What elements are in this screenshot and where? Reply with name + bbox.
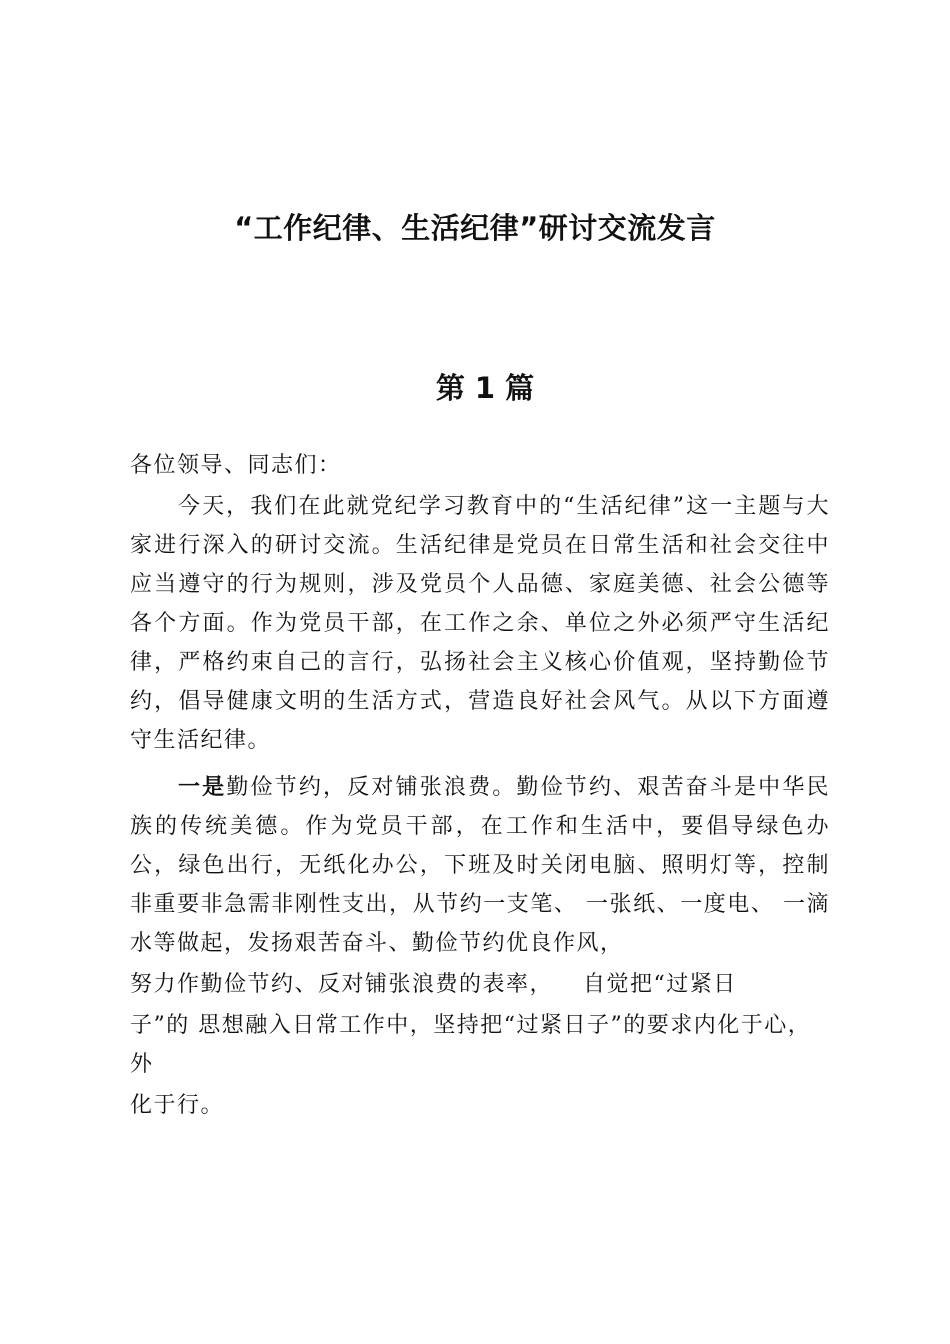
paragraph-tail-line-3: 化于行。 [130, 1093, 225, 1118]
paragraph-tail-line-1 [130, 965, 830, 1004]
paragraph-intro: 今天，我们在此就党纪学习教育中的“生活纪律”这一主题与大家进行深入的研讨交流。生活纪律是党员在日常生活和社会交往中应当遵守的行为规则，涉及党员个人品德、家庭美德、社会公德等各个方面。作为党员干部，在工作之余、单位之外必须严守生活纪律，严格约束自己的言行，弘扬社会主义核心价值观，坚持勤俭节约，倡导健康文明的生活方式，营造良好社会风气。从以下方面遵守生活纪律。 [130, 494, 830, 753]
document-body [130, 446, 830, 1125]
paragraph-frugality [130, 768, 830, 963]
tail-text-1a: 努力作勤俭节约、反对铺张浪费的表率， [130, 972, 554, 997]
section-heading: 第 1 篇 [435, 371, 535, 405]
paragraph-frugality-text: 勤俭节约，反对铺张浪费。勤俭节约、艰苦奋斗是中华民族的传统美德。作为党员干部，在工作和生活中，要倡导绿色办公，绿色出行，无纸化办公，下班及时关闭电脑、照明灯等，控制非重要非急需非刚性支出，从节约一支笔、 一张纸、一度电、 一滴水等做起，发扬艰苦奋斗、勤俭节约优良作风， [130, 775, 830, 956]
tail-text-1b: 自觉把“过紧日 [583, 972, 737, 997]
document-title: “工作纪律、生活纪律”研讨交流发言 [234, 211, 716, 245]
paragraph-lead: 一是 [178, 774, 227, 800]
salutation: 各位领导、同志们： [130, 453, 342, 478]
paragraph-tail-line-2: 子”的 思想融入日常工作中，坚持把“过紧日子”的要求内化于心，外 [130, 1013, 812, 1077]
